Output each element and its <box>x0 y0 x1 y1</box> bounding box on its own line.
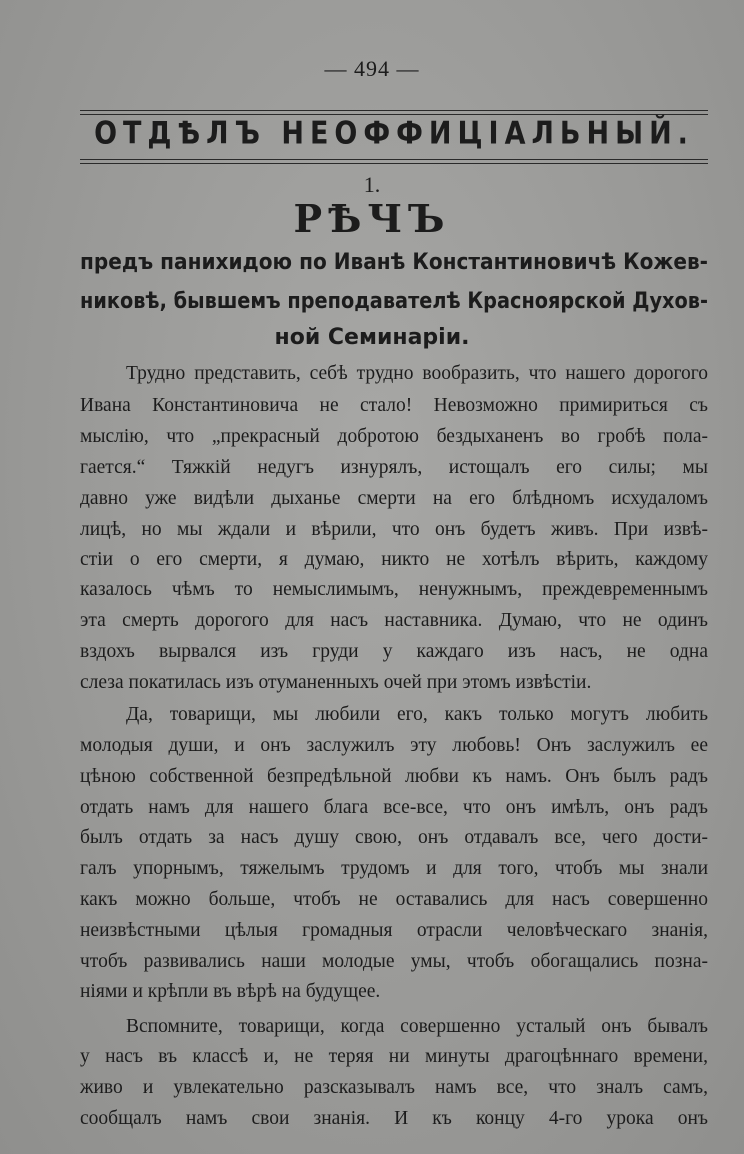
body-line: Да, товарищи, мы любили его, какъ только могутъ любить <box>126 704 708 725</box>
subtitle-line: ной Семинаріи. <box>274 325 470 350</box>
body-line: неизвѣстными цѣлыя громадныя отрасли человѣческаго знанія, <box>80 920 708 941</box>
body-line: слеза покатилась изъ отуманенныхъ очей при этомъ извѣстіи. <box>80 672 592 693</box>
body-line: какъ можно больше, чтобъ не оставались для насъ совершенно <box>80 889 708 910</box>
page-number: — 494 — <box>324 56 420 81</box>
body-line: живо и увлекательно разсказывалъ намъ все, что зналъ самъ, <box>80 1077 708 1098</box>
article-number: 1. <box>363 172 381 197</box>
body-line: вздохъ вырвался изъ груди у каждаго изъ насъ, не одна <box>80 641 708 662</box>
body-line: цѣною собственной безпредѣльной любви къ намъ. Онъ былъ радъ <box>80 766 708 787</box>
body-line: у насъ въ классѣ и, не теряя ни минуты драгоцѣннаго времени, <box>80 1046 708 1067</box>
body-line: молодыя души, и онъ заслужилъ эту любовь! Онъ заслужилъ ее <box>80 735 708 756</box>
body-line: Ивана Константиновича не стало! Невозможно примириться съ <box>80 395 708 416</box>
body-line: Вспомните, товарищи, когда совершенно усталый онъ бывалъ <box>126 1016 708 1037</box>
bottom-rule-inner <box>80 159 708 160</box>
body-line: мыслію, что „прекрасный добротою бездыханенъ во гробѣ пола- <box>80 426 708 447</box>
body-line: сообщалъ намъ свои знанія. И къ концу 4-го урока онъ <box>80 1108 708 1129</box>
body-line: стіи о его смерти, я думаю, никто не хотѣлъ вѣрить, каждому <box>80 549 708 570</box>
body-line: казалось чѣмъ то немыслимымъ, ненужнымъ, преждевременнымъ <box>80 579 708 600</box>
subtitle-line: предъ панихидою по Иванѣ Константиновичѣ Кожев- <box>80 250 709 275</box>
body-line: гается.“ Тяжкій недугъ изнурялъ, истощалъ его силы; мы <box>80 457 708 478</box>
body-line: эта смерть дорогого для насъ наставника. Думаю, что не одинъ <box>80 610 708 631</box>
body-line: лицѣ, но мы ждали и вѣрили, что онъ будетъ живъ. При извѣ- <box>80 519 708 540</box>
body-line: отдать намъ для нашего блага все-все, что онъ имѣлъ, онъ радъ <box>80 797 708 818</box>
body-line: чтобъ развивались наши молодые умы, чтобъ обогащались позна- <box>80 951 708 972</box>
body-line: ніями и крѣпли въ вѣрѣ на будущее. <box>80 981 381 1002</box>
body-line: Трудно представить, себѣ трудно вообразить, что нашего дорогого <box>126 363 708 384</box>
article-title: РѢЧЪ <box>293 196 451 241</box>
body-line: былъ отдать за насъ душу свою, онъ отдавалъ все, чего дости- <box>80 827 708 848</box>
bottom-rule <box>80 163 708 164</box>
body-line: галъ упорнымъ, тяжелымъ трудомъ и для того, чтобъ мы знали <box>80 858 708 879</box>
section-heading: ОТДѢЛЪ НЕОФФИЦІАЛЬНЫЙ. <box>94 115 694 152</box>
top-rule <box>80 110 708 111</box>
body-line: давно уже видѣли дыханье смерти на его блѣдномъ исхудаломъ <box>80 488 708 509</box>
subtitle-line: никовѣ, бывшемъ преподавателѣ Красноярской Духов- <box>80 289 708 314</box>
